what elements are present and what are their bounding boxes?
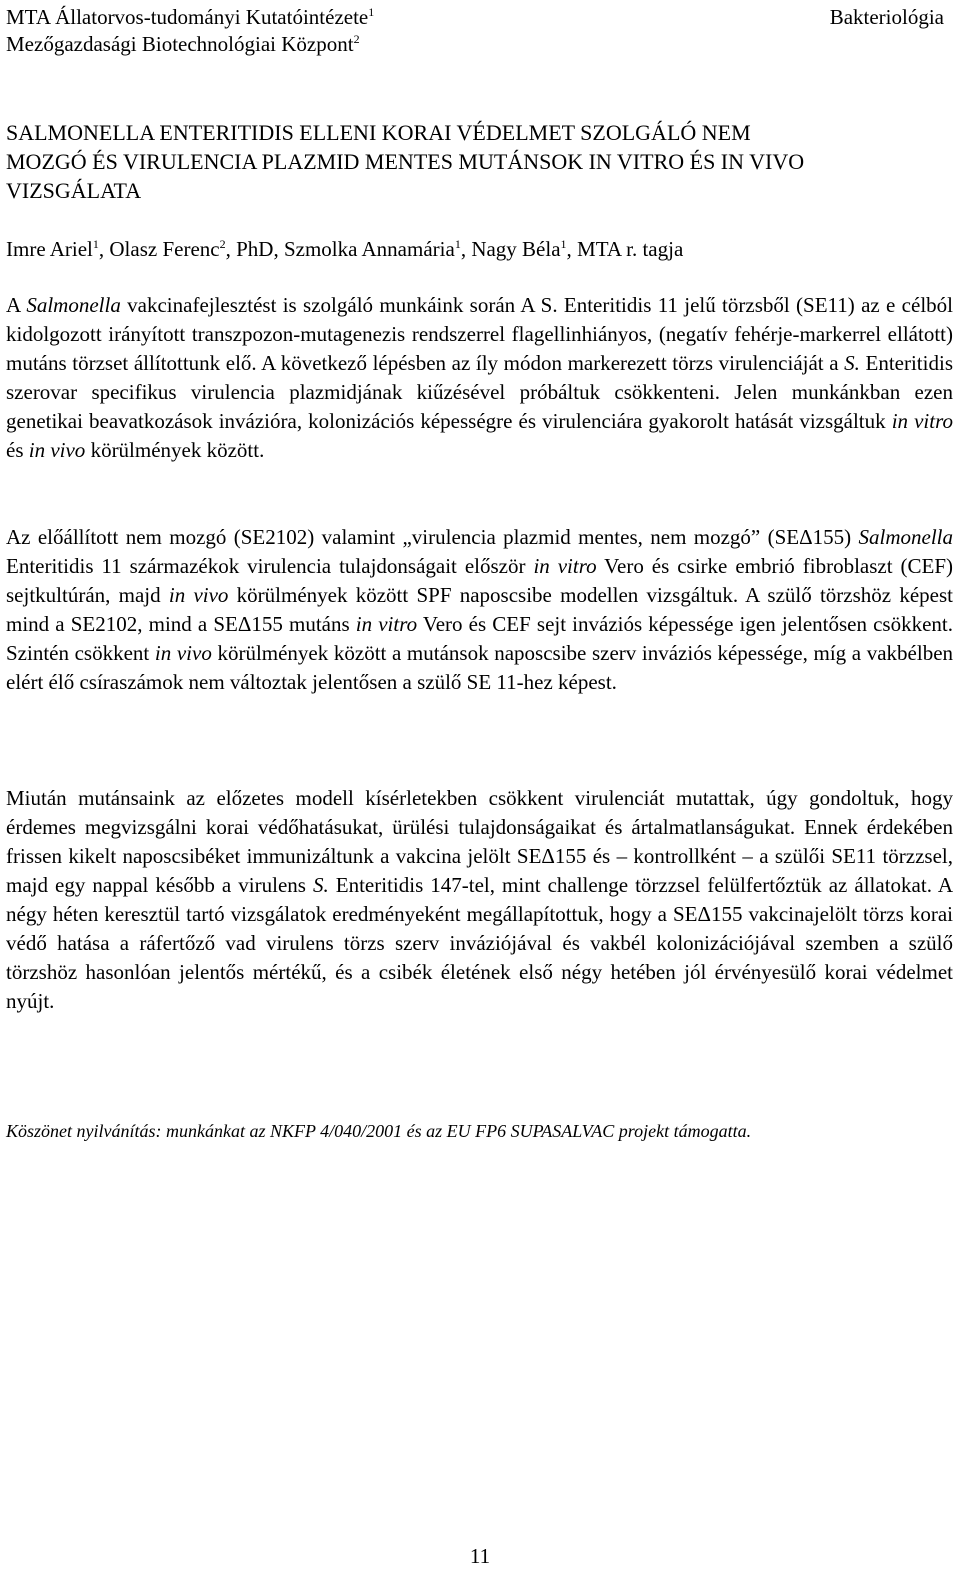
paragraph-2: Az előállított nem mozgó (SE2102) valamint „virulencia plazmid mentes, nem mozgó” (SEΔ155) Salmonella Enteritidis 11 származékok virulencia tulajdonságait először in vitro Vero és csirke embrió fibroblaszt (CEF) sejtkultúrán, majd in vivo körülmények között SPF naposcsibe modellen vizsgáltuk. A szülő törzshöz képest mind a SE2102, mind a SEΔ155 mutáns in vitro Vero és CEF sejt inváziós képessége igen jelentősen csökkent. Szintén csökkent in vivo körülmények között a mutánsok naposcsibe szerv inváziós képessége, míg a vakbélben elért élő csíraszámok nem változtak jelentősen a szülő SE 11-hez képest.	[6, 525, 954, 694]
paragraph-1: A Salmonella vakcinafejlesztést is szolgáló munkáink során A S. Enteritidis 11 jelű törzsből (SE11) az e célból kidolgozott irányított transzpozon-mutagenezis rendszerrel flagellinhiányos, (negatív fehérje-markerrel ellátott) mutáns törzset állítottunk elő. A következő lépésben az íly módon markerezett törzs virulenciáját a S. Enteritidis szerovar specifikus virulencia plazmidjának kiűzésével próbáltuk csökkenteni. Jelen munkánkban ezen genetikai beavatkozások invázióra, kolonizációs képességre és virulenciára gyakorolt hatását vizsgáltuk in vitro és in vivo körülmények között.	[6, 293, 953, 462]
paragraph-3: Miután mutánsaink az előzetes modell kísérletekben csökkent virulenciát mutattak, úgy gondoltuk, hogy érdemes megvizsgálni korai védőhatásukat, ürülési tulajdonságaikat és ártalmatlanságukat. Ennek érdekében frissen kikelt naposcsibéket immunizáltunk a vakcina jelölt SEΔ155 és – kontrollként – a szülői SE11 törzzsel, majd egy nappal később a virulens S. Enteritidis 147-tel, mint challenge törzzsel felülfertőztük az állatokat. A négy héten keresztül tartó vizsgálatok eredményeként megállapítottuk, hogy a SEΔ155 vakcinajelölt törzs korai védő hatása a ráfertőző vad virulens törzs szerv inváziójával és vakbél kolonizációjával szemben a szülő törzshöz hasonlóan jelentős mértékű, és a csibék életének első négy hetében jól érvényesülő korai védelmet nyújt.	[6, 786, 953, 1013]
title-line-3: VIZSGÁLATA	[6, 178, 142, 203]
header-institution-1: MTA Állatorvos-tudományi Kutatóintézete$^1$	[6, 5, 375, 29]
title-line-1: SALMONELLA ENTERITIDIS ELLENI KORAI VÉDELMET SZOLGÁLÓ NEM	[6, 120, 751, 145]
header-institution-2: Mezőgazdasági Biotechnológiai Központ$^2$	[6, 32, 360, 56]
page-number: 11	[469, 1544, 491, 1568]
title-line-2: MOZGÓ ÉS VIRULENCIA PLAZMID MENTES MUTÁNSOK IN VITRO ÉS IN VIVO	[6, 149, 805, 174]
header-section: Bakteriológia	[829, 5, 944, 29]
header-institutions	[6, 4, 374, 58]
acknowledgement: Köszönet nyilvánítás: munkánkat az NKFP 4/040/2001 és az EU FP6 SUPASALVAC projekt támogatta.	[6, 1121, 752, 1141]
author-line: Imre Ariel$^1$, Olasz Ferenc$^2$, PhD, Szmolka Annamária$^1$, Nagy Béla$^1$, MTA r. tagja	[6, 237, 684, 261]
document-title	[6, 118, 946, 205]
